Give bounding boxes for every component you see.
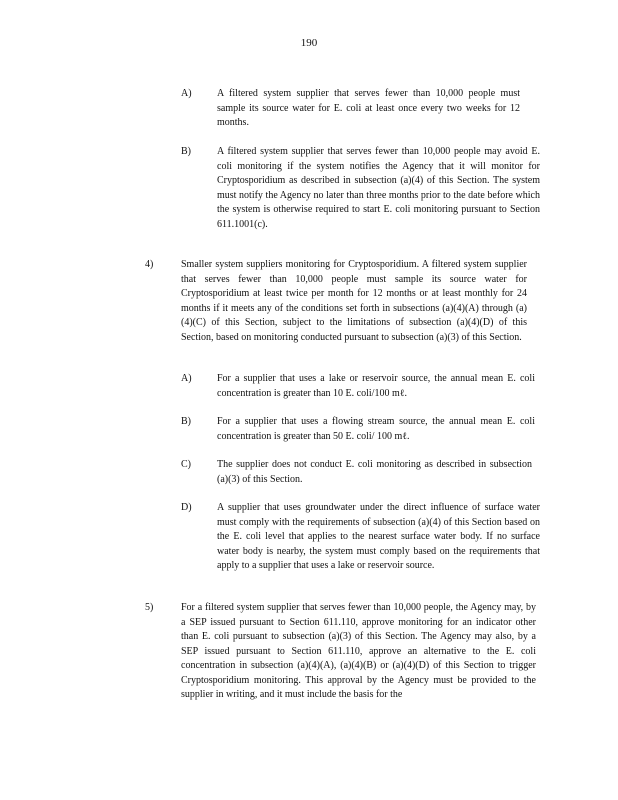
item-label: 5) (145, 602, 154, 613)
item-text: For a supplier that uses a flowing stream source, the annual mean E. coli concentration is greater than 50 E. coli/ 100 mℓ. (217, 416, 535, 442)
item-text: Smaller system suppliers monitoring for Cryptosporidium. A filtered system supplier that serves fewer than 10,000 people must sample its source water for Cryptosporidium at least twice per month for 12 months or at least monthly for 24 months if it meets any of the conditions set forth in subsections (a)(4)(A) through (a)(4)(C) of this Section, subject to the limitations of subsection (a)(4)(D) of this Section, based on monitoring conducted pursuant to subsection (a)(3) of this Section. (181, 259, 527, 343)
item-label: D) (181, 502, 192, 513)
item-label: B) (181, 416, 191, 427)
item-label: B) (181, 146, 191, 157)
item-label: 4) (145, 259, 154, 270)
item-text: For a supplier that uses a lake or reservoir source, the annual mean E. coli concentration is greater than 10 E. coli/100 mℓ. (217, 373, 535, 399)
page-number: 190 (300, 37, 318, 49)
item-text: A filtered system supplier that serves fewer than 10,000 people may avoid E. coli monitoring if the system notifies the Agency that it will monitor for Cryptosporidium as described in subsection (a)(4) of this Section. The system must notify the Agency no later than three months prior to the date before which the system is otherwise required to start E. coli monitoring pursuant to Section 611.1001(c). (217, 146, 540, 230)
item-text: The supplier does not conduct E. coli monitoring as described in subsection (a)(3) of this Section. (217, 459, 532, 485)
item-text: A supplier that uses groundwater under the direct influence of surface water must comply with the requirements of subsection (a)(4) of this Section based on the E. coli level that applies to the nearest surface water body. If no surface water body is nearby, the system must comply based on the requirements that apply to a supplier that uses a lake or reservoir source. (217, 502, 540, 571)
item-label: A) (181, 88, 192, 99)
item-text: For a filtered system supplier that serves fewer than 10,000 people, the Agency may, by a SEP issued pursuant to Section 611.110, approve monitoring for an indicator other than E. coli pursuant to subsection (a)(3) of this Section. The Agency may also, by a SEP issued pursuant to Section 611.110, approve an alternative to the E. coli concentration in subsection (a)(4)(A), (a)(4)(B) or (a)(4)(D) of this Section to trigger Cryptosporidium monitoring. This approval by the Agency must be provided to the supplier in writing, and it must include the basis for the (181, 602, 536, 700)
item-text: A filtered system supplier that serves fewer than 10,000 people must sample its source water for E. coli at least once every two weeks for 12 months. (217, 88, 520, 128)
item-label: A) (181, 373, 192, 384)
item-label: C) (181, 459, 191, 470)
